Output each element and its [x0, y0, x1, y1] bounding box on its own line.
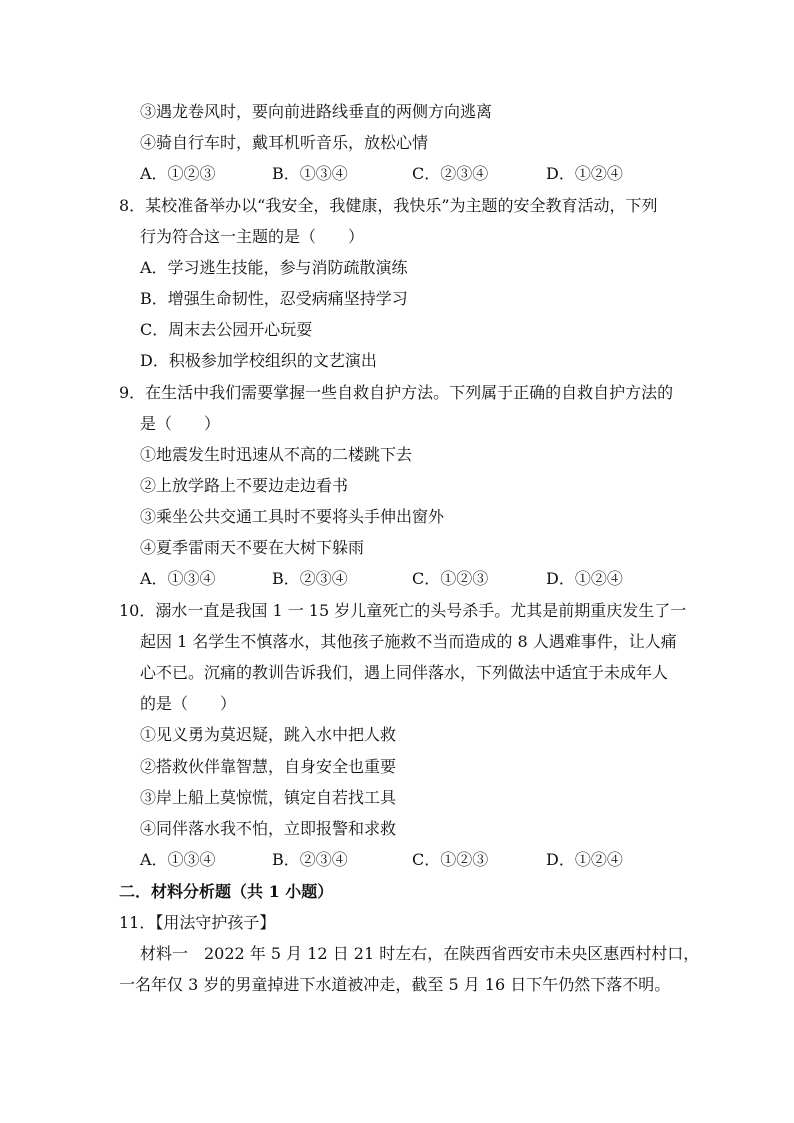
q7-option-a: A．①②③ [140, 164, 216, 183]
q8-stem-cont: 行为符合这一主题的是（ ） [140, 227, 365, 246]
q8-choice-b: B．增强生命韧性，忍受病痛坚持学习 [140, 289, 408, 308]
section-heading: 二．材料分析题（共 1 小题） [119, 882, 334, 901]
q10-stem-cont-2: 心不已。沉痛的教训告诉我们，遇上同伴落水，下列做法中适宜于未成年人 [140, 663, 669, 682]
q8-choice-d: D．积极参加学校组织的文艺演出 [140, 351, 377, 370]
q9-option-c: C．①②③ [412, 569, 489, 588]
q10-stem-cont-3: 的是（ ） [140, 694, 237, 713]
q10-option-b: B．②③④ [272, 850, 348, 869]
q9-option-b: B．②③④ [272, 569, 348, 588]
q7-options [140, 164, 700, 184]
q9-options [140, 569, 700, 589]
q9-option-a: A．①③④ [140, 569, 216, 588]
q10-item-4: ④同伴落水我不怕，立即报警和求救 [140, 819, 397, 838]
q10-option-c: C．①②③ [412, 850, 489, 869]
q10-option-a: A．①③④ [140, 850, 216, 869]
q11-title: 11．【用法守护孩子】 [119, 913, 276, 932]
q8-choice-c: C．周末去公园开心玩耍 [140, 320, 313, 339]
q10-item-1: ①见义勇为莫迟疑，跳入水中把人救 [140, 725, 397, 744]
q7-item-3: ③遇龙卷风时，要向前进路线垂直的两侧方向逃离 [140, 102, 493, 121]
q10-option-d: D．①②④ [546, 850, 623, 869]
q9-item-3: ③乘坐公共交通工具时不要将头手伸出窗外 [140, 507, 445, 526]
q10-item-2: ②搭救伙伴靠智慧，自身安全也重要 [140, 757, 397, 776]
q10-options [140, 850, 700, 870]
q10-item-3: ③岸上船上莫惊慌，镇定自若找工具 [140, 788, 397, 807]
q9-stem-cont: 是（ ） [140, 414, 221, 433]
q9-item-1: ①地震发生时迅速从不高的二楼跳下去 [140, 445, 413, 464]
q7-option-d: D．①②④ [546, 164, 623, 183]
q9-option-d: D．①②④ [546, 569, 623, 588]
q11-material: 材料一 2022 年 5 月 12 日 21 时左右，在陕西省西安市未央区惠西村村口， [140, 944, 700, 963]
q11-material-cont: 一名年仅 3 岁的男童掉进下水道被冲走，截至 5 月 16 日下午仍然下落不明。 [119, 975, 671, 994]
q7-item-4: ④骑自行车时，戴耳机听音乐，放松心情 [140, 133, 429, 152]
q9-stem: 9．在生活中我们需要掌握一些自救自护方法。下列属于正确的自救自护方法的 [119, 383, 674, 402]
q8-choice-a: A．学习逃生技能，参与消防疏散演练 [140, 258, 408, 277]
q9-item-4: ④夏季雷雨天不要在大树下躲雨 [140, 538, 365, 557]
q7-option-b: B．①③④ [272, 164, 348, 183]
q10-stem: 10．溺水一直是我国 1 一 15 岁儿童死亡的头号杀手。尤其是前期重庆发生了一 [119, 601, 687, 620]
q9-item-2: ②上放学路上不要边走边看书 [140, 476, 349, 495]
q7-option-c: C．②③④ [412, 164, 489, 183]
q10-stem-cont-1: 起因 1 名学生不慎落水，其他孩子施救不当而造成的 8 人遇难事件，让人痛 [140, 632, 677, 651]
q8-stem: 8．某校准备举办以“我安全，我健康，我快乐”为主题的安全教育活动，下列 [119, 196, 658, 215]
